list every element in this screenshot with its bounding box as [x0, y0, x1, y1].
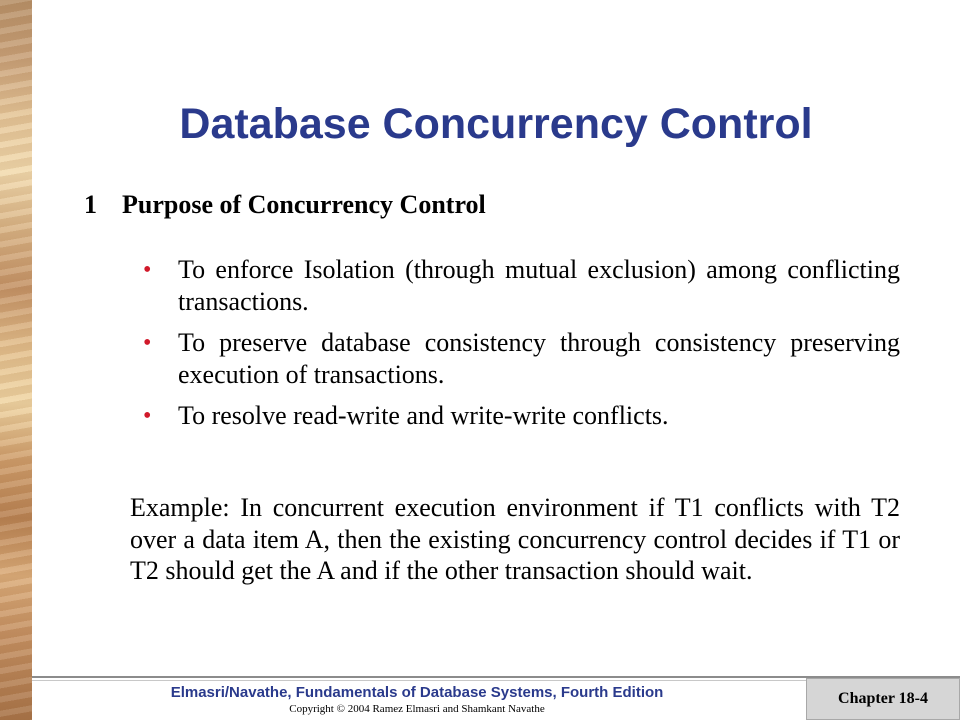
footer-copyright: Copyright © 2004 Ramez Elmasri and Shamkant Navathe — [289, 703, 545, 715]
list-item — [143, 400, 900, 432]
section-heading — [84, 190, 486, 220]
chapter-label: Chapter 18-4 — [838, 690, 928, 707]
list-item — [143, 327, 900, 391]
list-item — [143, 254, 900, 318]
chapter-badge — [806, 678, 960, 720]
bullet-text: To resolve read-write and write-write conflicts. — [178, 401, 669, 430]
bullet-icon: • — [143, 330, 152, 356]
bullet-icon: • — [143, 403, 152, 429]
example-paragraph: Example: In concurrent execution environment if T1 conflicts with T2 over a data item A, then the existing concurrency control decides if T1 or T2 should get the A and if the other transaction should wait. — [130, 493, 900, 585]
bullet-list — [143, 254, 900, 441]
section-number: 1 — [84, 190, 97, 219]
slide-title: Database Concurrency Control — [179, 100, 813, 148]
bullet-text: To preserve database consistency through consistency preserving execution of transactions. — [178, 328, 900, 389]
desert-decoration-strip — [0, 0, 32, 720]
bullet-text: To enforce Isolation (through mutual exclusion) among conflicting transactions. — [178, 255, 900, 316]
section-title: Purpose of Concurrency Control — [122, 190, 486, 219]
bullet-icon: • — [143, 257, 152, 283]
footer-book-title: Elmasri/Navathe, Fundamentals of Database Systems, Fourth Edition — [170, 684, 664, 701]
